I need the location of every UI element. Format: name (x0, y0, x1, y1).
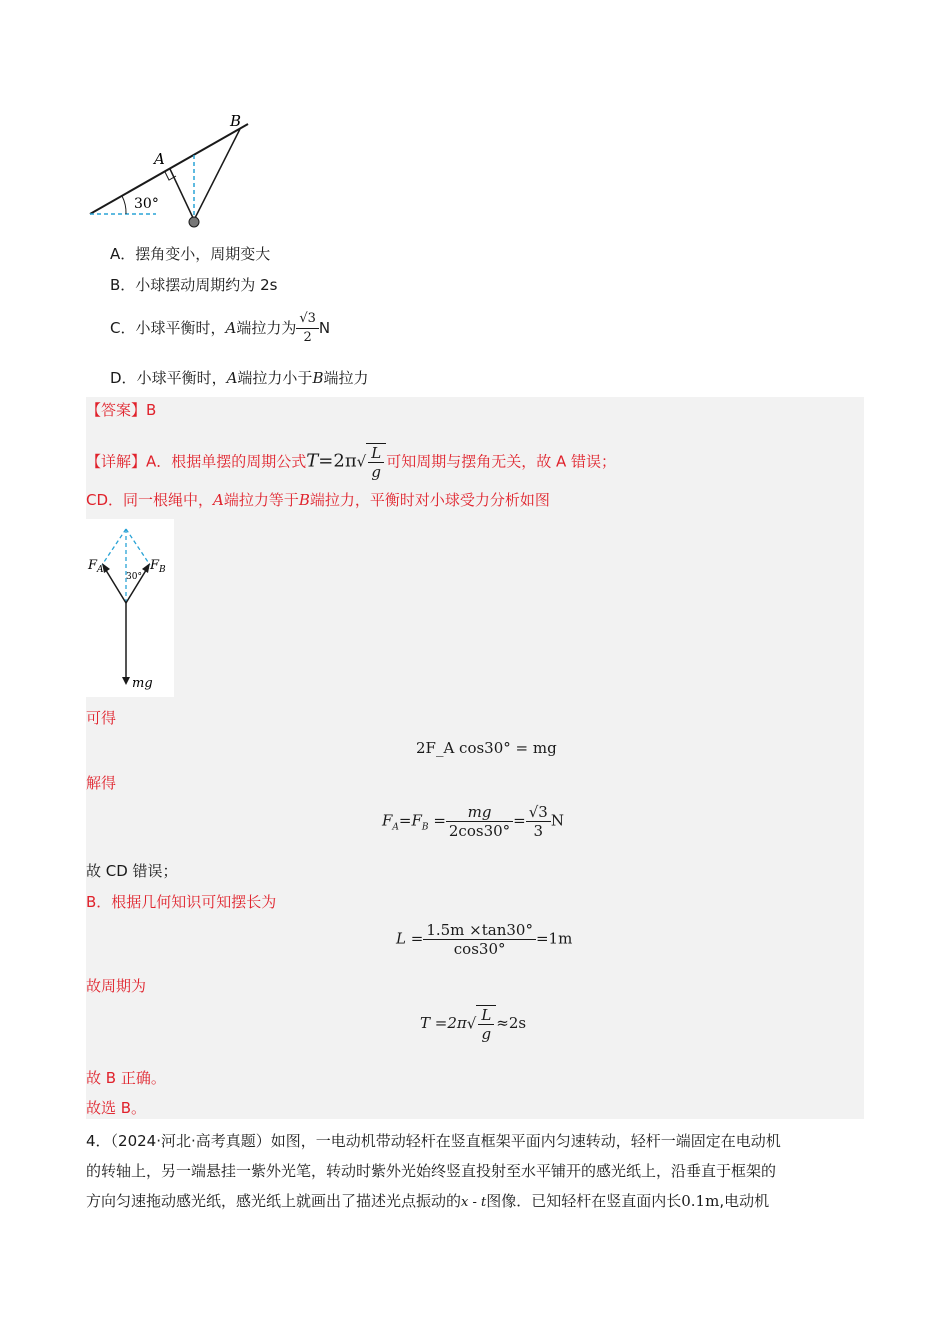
incline-line (90, 124, 248, 214)
force-diagram (86, 519, 174, 697)
q4-line-3: 方向匀速拖动感光纸，感光纸上就画出了描述光点振动的x - t图像．已知轻杆在竖直面内长0.1m,电动机 (86, 1192, 770, 1210)
answer-label: 【答案】B (86, 401, 157, 419)
equation-2: $F_A=F_B$ = $\frac{mg}{2\cos 30^\circ}$ = $\frac{√3}{3}$ N (382, 803, 564, 840)
b-correct: 故 B 正确。 (86, 1069, 166, 1087)
label-fb: $F_B$ (150, 558, 166, 575)
jiede-label: 解得 (86, 774, 117, 792)
arrow-fb-head (142, 563, 150, 573)
arrow-mg-head (122, 677, 130, 685)
dashed-right (126, 529, 150, 565)
equation-4: T =2π√ $\frac{L}{g}$ ≈2s (420, 1006, 527, 1043)
pendulum-incline-figure (86, 110, 256, 234)
detail-cd: CD．同一根绳中，A端拉力等于B端拉力，平衡时对小球受力分析如图 (86, 491, 550, 509)
equation-3: L = $\frac{1.5m \times\tan 30^\circ}{\cos 30^\circ}$ =1m (396, 921, 573, 958)
option-c[interactable]: C．小球平衡时，A端拉力为 $\frac{√3}{2}$ N (110, 311, 331, 345)
gu-period: 故周期为 (86, 977, 147, 995)
dashed-left (102, 529, 126, 565)
label-a: A (154, 150, 165, 168)
b-text: B．根据几何知识可知摆长为 (86, 893, 277, 911)
angle-arc (122, 196, 126, 214)
q4-line-1: 4．（2024·河北·高考真题）如图，一电动机带动轻杆在竖直框架平面内匀速转动，轻杆一端固定在电动机 (86, 1132, 781, 1150)
option-b[interactable]: B．小球摆动周期约为 2s (110, 276, 278, 294)
kede-label: 可得 (86, 709, 117, 727)
string-a (170, 169, 194, 220)
q4-line-2: 的转轴上，另一端悬挂一紫外光笔，转动时紫外光始终竖直投射至水平铺开的感光纸上，沿垂直于框架的 (86, 1162, 777, 1180)
answer-block (86, 397, 864, 1119)
label-b: B (230, 112, 242, 130)
option-a[interactable]: A．摆角变小，周期变大 (110, 245, 271, 263)
fraction: $\frac{√3}{2}$ (296, 310, 319, 347)
label-angle: 30° (126, 572, 142, 582)
arrow-fa (104, 567, 126, 603)
gu-cd: 故 CD 错误； (86, 862, 178, 880)
equation-1: 2F_A cos30° = mg (416, 739, 557, 757)
option-d[interactable]: D．小球平衡时，A端拉力小于B端拉力 (110, 369, 369, 387)
detail-a: 【详解】A．根据单摆的周期公式T=2π√ $\frac{L}{g}$ 可知周期与摆角无关，故 A 错误； (86, 444, 617, 481)
ball (189, 217, 199, 227)
label-fa: $F_A$ (88, 558, 104, 575)
question-4 (86, 1126, 866, 1218)
label-angle: 30° (134, 196, 159, 212)
choose-b: 故选 B。 (86, 1099, 147, 1117)
label-mg: mg (132, 676, 153, 691)
